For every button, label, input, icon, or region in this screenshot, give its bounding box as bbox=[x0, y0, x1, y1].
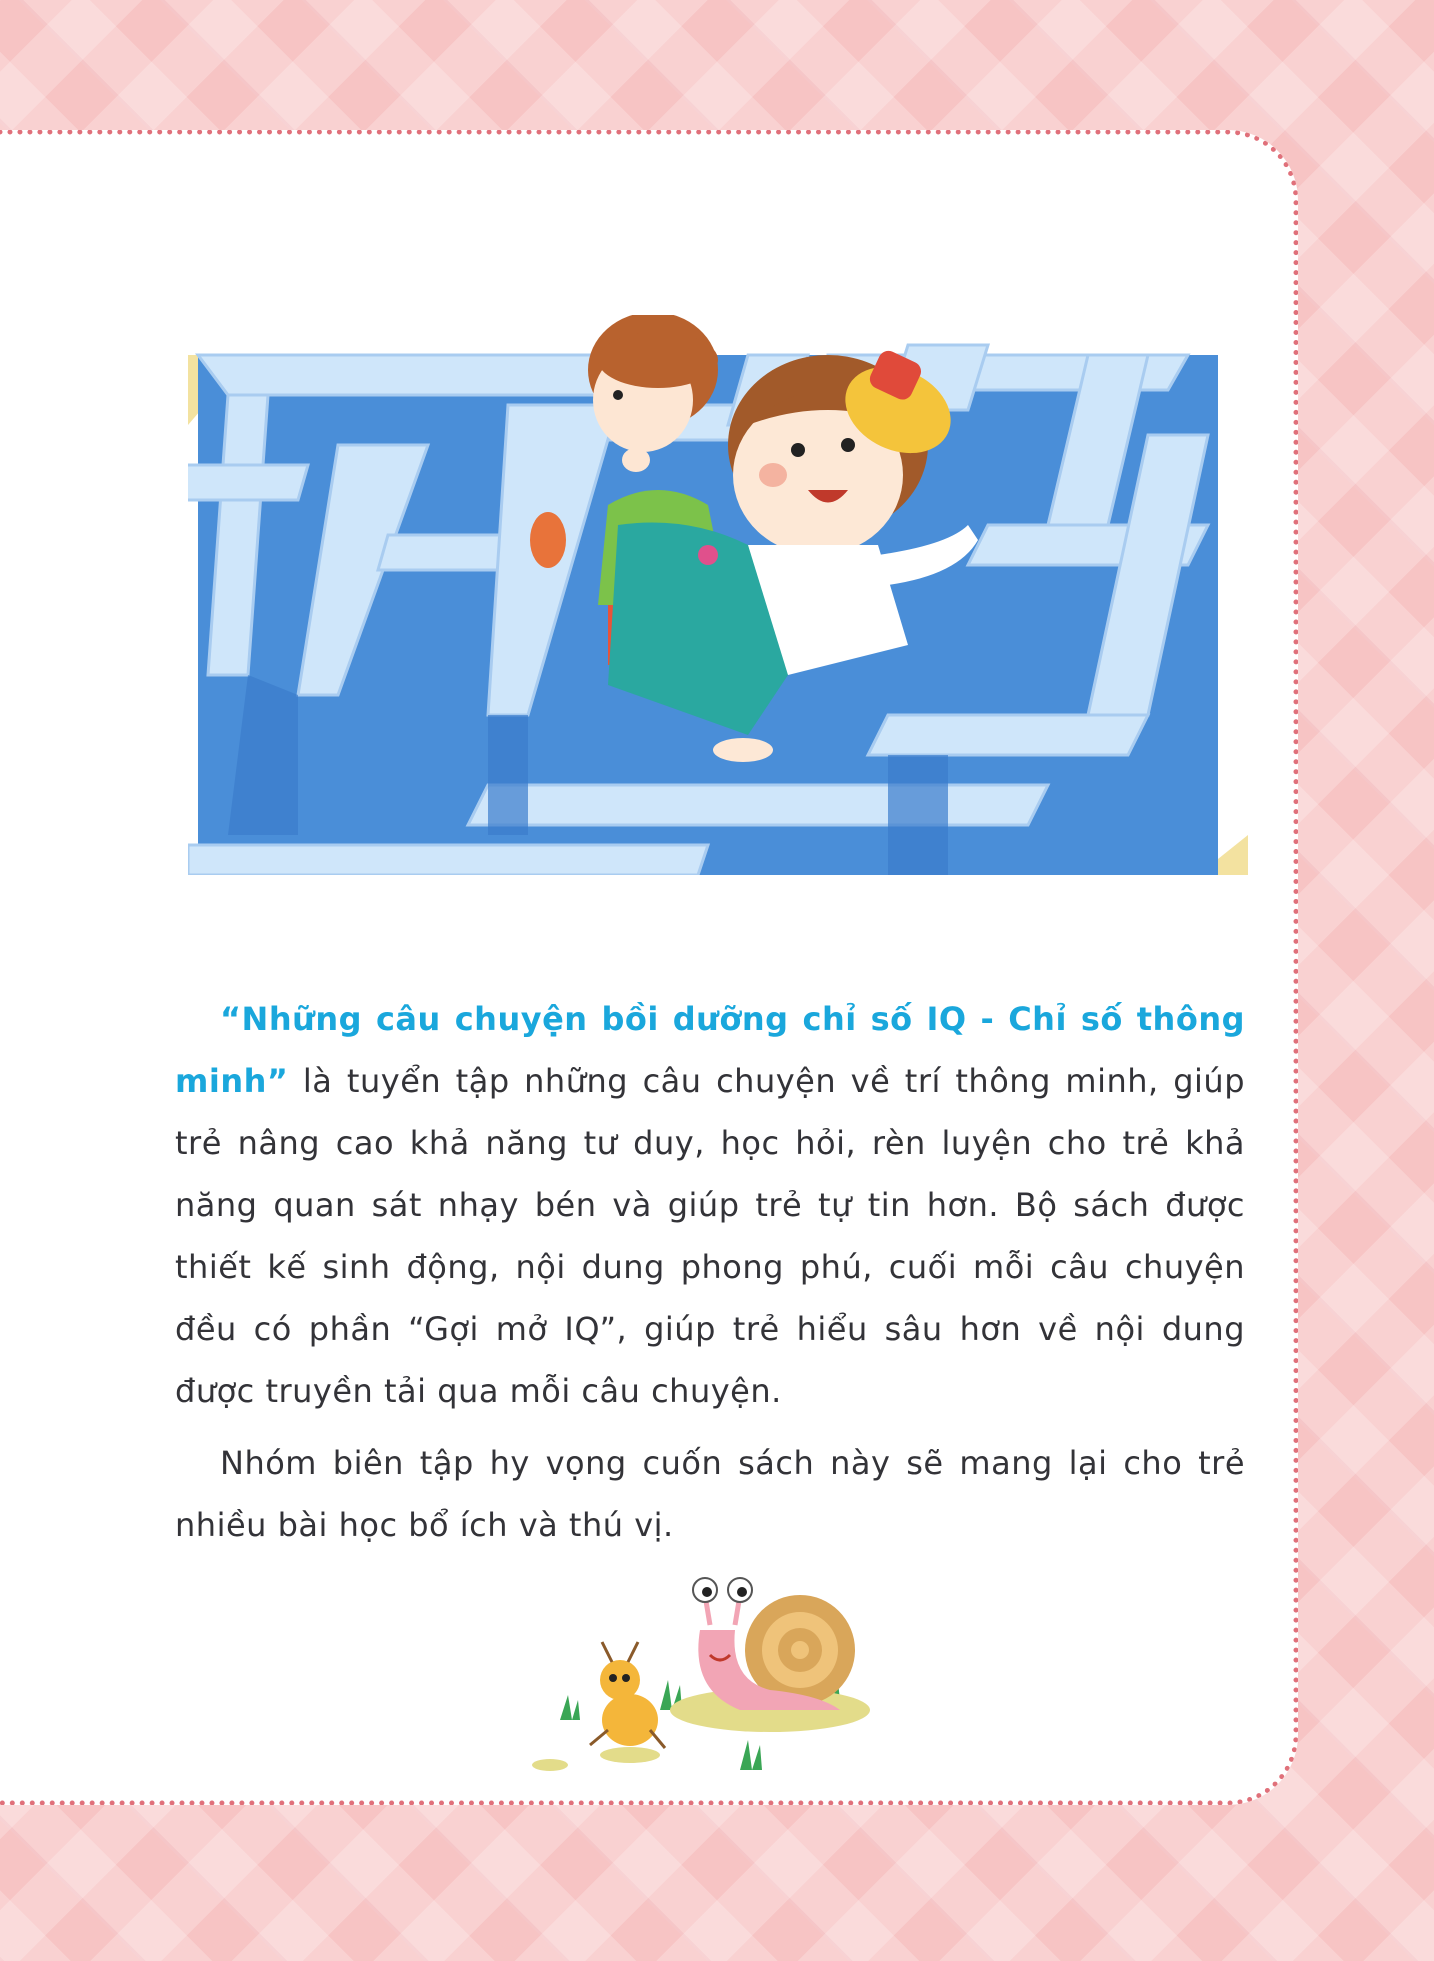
maze-wall-shadow bbox=[488, 715, 528, 835]
ground-patch bbox=[600, 1747, 660, 1763]
maze-children-illustration bbox=[188, 315, 1248, 875]
intro-paragraph-1 bbox=[175, 988, 1245, 1422]
maze-wall bbox=[468, 785, 1048, 825]
intro-paragraph-1-body: là tuyển tập những câu chuyện về trí thông minh, giúp trẻ nâng cao khả năng tư duy, học hỏi, rèn luyện cho trẻ khả năng quan sát nhạy bén và giúp trẻ tự tin hơn. Bộ sách được thiết kế sinh động, nội dung phong phú, cuối mỗi câu chuyện đều có phần “Gợi mở IQ”, giúp trẻ hiểu sâu hơn về nội dung được truyền tải qua mỗi câu chuyện. bbox=[175, 1062, 1245, 1410]
intro-text bbox=[175, 988, 1245, 1556]
snail-bug-illustration bbox=[520, 1570, 880, 1780]
maze-wall bbox=[868, 715, 1148, 755]
ground-patch bbox=[532, 1759, 568, 1771]
book-title: “Những câu chuyện bồi dưỡng chỉ số IQ - Chỉ số thông minh” bbox=[175, 1000, 1245, 1100]
intro-paragraph-2: Nhóm biên tập hy vọng cuốn sách này sẽ mang lại cho trẻ nhiều bài học bổ ích và thú vị. bbox=[175, 1444, 1245, 1544]
maze-wall-shadow bbox=[888, 755, 948, 875]
yellow-bug bbox=[590, 1642, 665, 1748]
maze-wall bbox=[188, 465, 308, 500]
maze-wall bbox=[188, 845, 708, 875]
snail bbox=[693, 1578, 855, 1710]
